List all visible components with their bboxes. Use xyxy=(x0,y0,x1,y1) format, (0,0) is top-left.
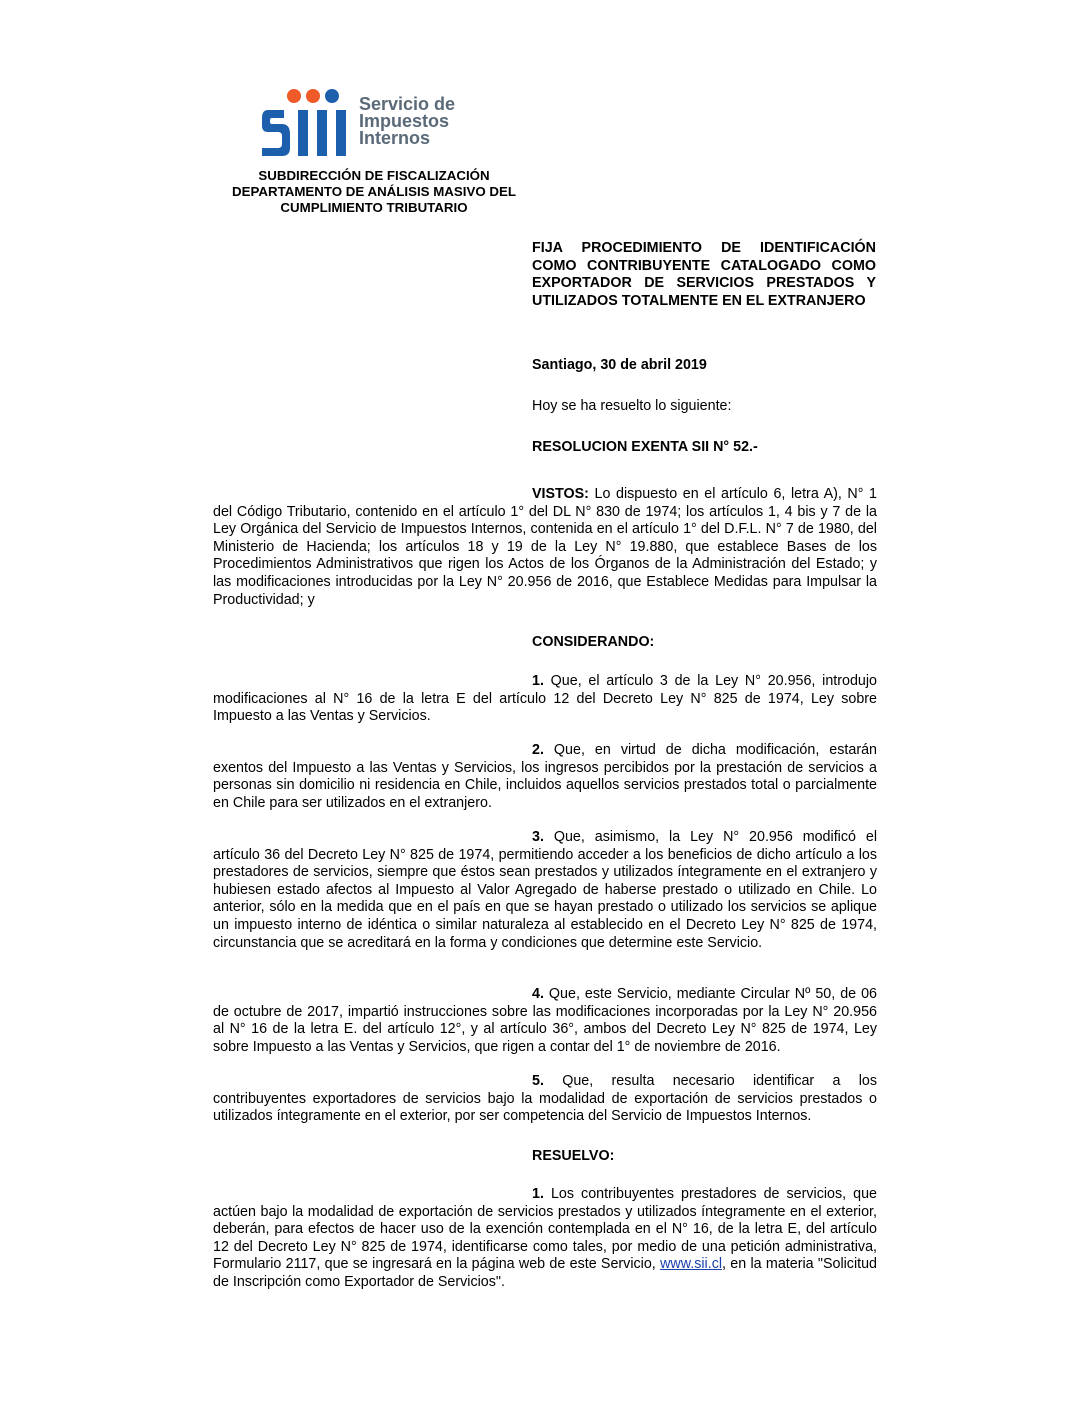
considerando-item-1: 1. Que, el artículo 3 de la Ley N° 20.956, introdujo modificaciones al N° 16 de la letra E del artículo 12 del Decreto Ley N° 825 de 1974, Ley sobre Impuesto a las Ventas y Servicios. xyxy=(213,673,877,725)
considerando-heading: CONSIDERANDO: xyxy=(532,634,655,650)
intro-line: Hoy se ha resuelto lo siguiente: xyxy=(532,398,732,414)
sii-logo xyxy=(258,88,468,160)
considerando-item-3: 3. Que, asimismo, la Ley N° 20.956 modificó el artículo 36 del Decreto Ley N° 825 de 1974, permitiendo acceder a los beneficios de dicho artículo a los prestadores de servicios, siempre que éstos sean prestados y utilizados íntegramente en el extranjero y hubiesen estado afectos al Impuesto al Valor Agregado de haberse prestado o utilizado en Chile. Lo anterior, sólo en la medida que en el país en que se hayan prestado o utilizado los servicios se aplique un impuesto interno de idéntica o similar naturaleza al establecido en el Decreto Ley N° 825 de 1974, circunstancia que se acreditará en la forma y condiciones que determine este Servicio. xyxy=(213,829,877,951)
sii-website-link[interactable]: www.sii.cl xyxy=(660,1256,723,1273)
considerando-item-2: 2. Que, en virtud de dicha modificación, estarán exentos del Impuesto a las Ventas y Servicios, los ingresos percibidos por la prestación de servicios a personas sin domicilio ni residencia en Chile, incluidos aquellos servicios prestados total o parcialmente en Chile para ser utilizados en el extranjero. xyxy=(213,742,877,811)
sii-logo-mark-icon xyxy=(258,88,358,160)
logo-wordmark: Servicio de Impuestos Internos xyxy=(359,94,456,148)
resuelvo-item-1: 1. Los contribuyentes prestadores de servicios, que actúen bajo la modalidad de exportación de servicios prestados y utilizados íntegramente en el exterior, deberán, para efectos de hacer uso de la exención contemplada en el N° 16, de la letra E, del artículo 12 del Decreto Ley N° 825 de 1974, identificarse como tales, por medio de una petición administrativa, Formulario 2117, que se ingresará en la página web de este Servicio, www.sii.cl, en la materia "Solicitud de Inscripción como Exportador de Servicios". xyxy=(213,1186,877,1290)
resuelvo-heading: RESUELVO: xyxy=(532,1148,615,1164)
resolution-title: FIJA PROCEDIMIENTO DE IDENTIFICACIÓN COMO CONTRIBUYENTE CATALOGADO COMO EXPORTADOR DE SERVICIOS PRESTADOS Y UTILIZADOS TOTALMENTE EN EL EXTRANJERO xyxy=(532,240,876,309)
date-line: Santiago, 30 de abril 2019 xyxy=(532,357,707,373)
vistos-label: VISTOS: xyxy=(532,486,589,502)
resolution-number: RESOLUCION EXENTA SII N° 52.- xyxy=(532,439,758,455)
department-header: SUBDIRECCIÓN DE FISCALIZACIÓN DEPARTAMENTO DE ANÁLISIS MASIVO DEL CUMPLIMIENTO TRIBUTARIO xyxy=(232,168,516,215)
vistos-paragraph: VISTOS: Lo dispuesto en el artículo 6, letra A), N° 1 del Código Tributario, contenido en el artículo 1° del DL N° 830 de 1974; los artículos 1, 4 bis y 7 de la Ley Orgánica del Servicio de Impuestos Internos, contenida en el artículo 1° del D.F.L. N° 7 de 1980, del Ministerio de Hacienda; los artículos 18 y 19 de la Ley N° 19.880, que establece Bases de los Procedimientos Administrativos que rigen los Actos de los Órganos de la Administración del Estado; y las modificaciones introducidas por la Ley N° 20.956 de 2016, que Establece Medidas para Impulsar la Productividad; y xyxy=(213,486,877,608)
considerando-item-5: 5. Que, resulta necesario identificar a los contribuyentes exportadores de servicios bajo la modalidad de exportación de servicios prestados o utilizados íntegramente en el exterior, por ser competencia del Servicio de Impuestos Internos. xyxy=(213,1073,877,1125)
considerando-item-4: 4. Que, este Servicio, mediante Circular Nº 50, de 06 de octubre de 2017, impartió instrucciones sobre las modificaciones incorporadas por la Ley N° 20.956 al N° 16 de la letra E. del artículo 12°, y al artículo 36°, ambos del Decreto Ley N° 825 de 1974, Ley sobre Impuesto a las Ventas y Servicios, que rigen a contar del 1° de noviembre de 2016. xyxy=(213,986,877,1055)
